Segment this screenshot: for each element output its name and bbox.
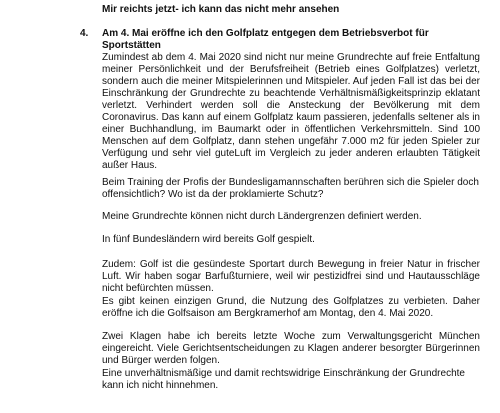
paragraph-gesuendeste-sportart: Zudem: Golf ist die gesündeste Sportart durch Bewegung in freier Natur in frischer Luft. Wir haben sogar Barfußturniere, weil wir pestizidfrei sind und Hautausschläge nicht befürchten müssen. <box>102 259 480 294</box>
paragraph-kein-grund: Es gibt keinen einzigen Grund, die Nutzung des Golfplatzes zu verbieten. Daher eröffne ich die Golfsaison am Bergkramerhof am Montag, den 4. Mai 2020. <box>102 296 480 319</box>
paragraph-profis: Beim Training der Profis der Bundesligamannschaften berühren sich die Spieler doch offensichtlich? Wo ist da der proklamierte Schutz? <box>102 177 479 200</box>
paragraph-schlusssatz: Eine unverhältnismäßige und damit rechtswidrige Einschränkung der Grundrechte kann ich nicht hinnehmen. <box>102 368 465 391</box>
item-heading: Am 4. Mai eröffne ich den Golfplatz entgegen dem Betriebsverbot für Sportstätten <box>102 28 429 51</box>
item-number: 4. <box>80 28 89 39</box>
paragraph-klagen: Zwei Klagen habe ich bereits letzte Woche zum Verwaltungsgericht München eingereicht. Viele Gerichtsentscheidungen zu Klagen anderer besorgter Bürgerinnen und Bürger werden folgen. <box>102 331 480 366</box>
paragraph-bundeslaender: In fünf Bundesländern wird bereits Golf gespielt. <box>102 234 315 245</box>
top-line: Mir reichts jetzt- ich kann das nicht mehr ansehen <box>102 4 340 15</box>
paragraph-main: Zumindest ab dem 4. Mai 2020 sind nicht nur meine Grundrechte auf freie Entfaltung meiner Persönlichkeit und der Berufsfreiheit (Betrieb eines Golfplatzes) verletzt, sondern auch die meiner Mitspielerinnen und Mitspieler. Auf jeden Fall ist das bei der Einschränkung der Grundrechte zu beachtende Verhältnismäßigkeitsprinzip eklatant verletzt. Verhindert werden soll die Ansteckung der Bevölkerung mit dem Coronavirus. Das kann auf einem Golfplatz kaum passieren, jedenfalls seltener als in einer Buchhandlung, im Baumarkt oder in öffentlichen Verkehrsmitteln. Sind 100 Menschen auf dem Golfplatz, dann stehen ungefähr 7.000 m2 für jeden Spieler zur Verfügung und sehr viel guteLuft im Vergleich zu jeder anderen erlaubten Tätigkeit außer Haus. <box>102 52 480 171</box>
paragraph-laendergrenzen: Meine Grundrechte können nicht durch Ländergrenzen definiert werden. <box>102 211 422 222</box>
